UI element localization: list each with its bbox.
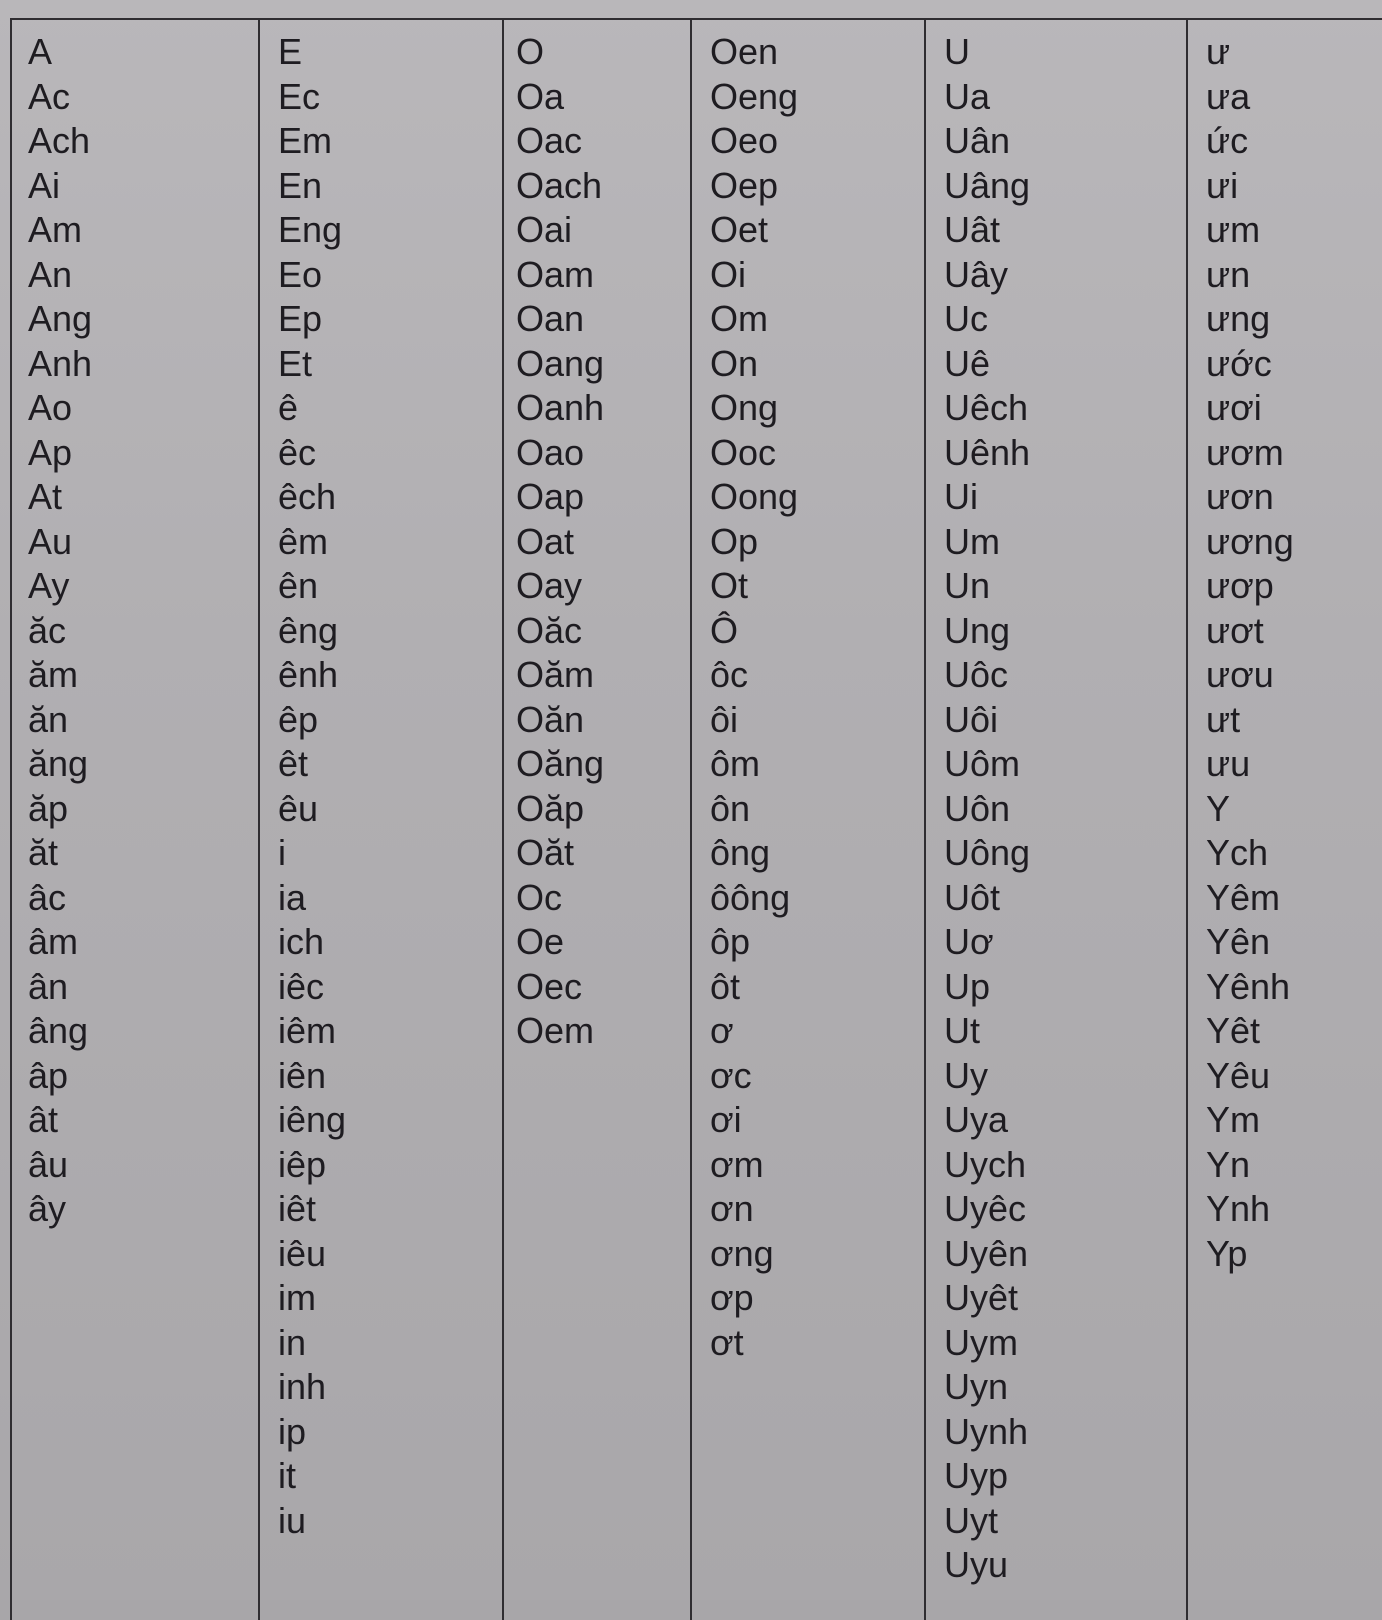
table-cell: On	[710, 342, 759, 384]
table-cell: U	[944, 31, 970, 72]
table-cell: Oao	[516, 431, 585, 473]
table-cell: Oong	[710, 476, 799, 517]
table-cell: ưn	[1206, 253, 1251, 295]
table-cell: ước	[1206, 342, 1272, 384]
table-cell: Uê	[944, 342, 991, 384]
table-cell: ôông	[710, 876, 791, 918]
table-cell: Oay	[516, 565, 583, 606]
table-cell: ơi	[710, 1099, 742, 1140]
table-cell: Eo	[278, 253, 323, 295]
table-cell: ơ	[710, 1010, 734, 1051]
table-cell: êt	[278, 743, 309, 784]
table-cell: Oanh	[516, 387, 605, 428]
table-cell: Uông	[944, 832, 1031, 873]
table-cell: ưu	[1206, 743, 1251, 784]
table-cell: âm	[28, 921, 79, 962]
table-cell: Yêt	[1206, 1010, 1261, 1051]
table-cell: Oap	[516, 476, 585, 517]
table-cell: ơn	[710, 1188, 754, 1229]
table-cell: iêc	[278, 965, 325, 1007]
table-cell: ông	[710, 832, 771, 873]
table-cell: ươm	[1206, 431, 1284, 473]
table-cell: ưt	[1206, 698, 1241, 740]
table-cell: Oe	[516, 921, 565, 962]
table-cell: ich	[278, 921, 325, 962]
table-cell: Un	[944, 565, 991, 606]
table-cell: ơm	[710, 1143, 764, 1185]
table-cell: Uych	[944, 1143, 1027, 1185]
table-cell: ia	[278, 876, 307, 918]
table-cell: ăng	[28, 743, 89, 784]
table-cell: Ach	[28, 120, 91, 161]
table-cell: Ung	[944, 609, 1011, 651]
table-cell: A	[28, 31, 53, 72]
table-cell: O	[516, 31, 545, 72]
table-cell: Oen	[710, 31, 779, 72]
table-cell: Em	[278, 120, 332, 161]
table-cell: êc	[278, 431, 317, 473]
table-cell: ăn	[28, 698, 69, 740]
table-cell: Yênh	[1206, 965, 1291, 1007]
table-cell: Oc	[516, 876, 563, 918]
table-cell: Ao	[28, 387, 73, 428]
column-uw	[1188, 20, 1382, 1620]
table-cell: ưa	[1206, 75, 1251, 117]
table-cell: Yêm	[1206, 876, 1281, 918]
table-cell: Ooc	[710, 431, 777, 473]
table-cell: ư	[1206, 31, 1231, 72]
table-cell: ê	[278, 387, 299, 428]
table-cell: ương	[1206, 520, 1294, 562]
table-cell: ăp	[28, 787, 69, 829]
table-cell: Ui	[944, 476, 978, 517]
table-cell: Uyt	[944, 1499, 998, 1541]
table-cell: Om	[710, 298, 768, 339]
column-o	[504, 20, 692, 1620]
table-cell: ôm	[710, 743, 761, 784]
table-cell: ươt	[1206, 609, 1264, 651]
table-cell: Oep	[710, 164, 779, 206]
table-cell: iên	[278, 1054, 327, 1096]
table-cell: Eng	[278, 209, 343, 250]
table-cell: Um	[944, 520, 1000, 562]
column-a	[12, 20, 260, 1620]
table-cell: ơng	[710, 1232, 774, 1274]
table-cell: Oi	[710, 253, 746, 295]
table-cell: Yêu	[1206, 1054, 1271, 1096]
table-cell: ăt	[28, 832, 59, 873]
table-cell: Ych	[1206, 832, 1269, 873]
table-cell: âc	[28, 876, 67, 918]
table-cell: ươn	[1206, 476, 1274, 517]
table-cell: En	[278, 164, 323, 206]
table-cell: inh	[278, 1366, 327, 1407]
table-cell: Oat	[516, 520, 575, 562]
table-cell: ươu	[1206, 654, 1274, 695]
table-cell: iêu	[278, 1232, 327, 1274]
column-oen	[692, 20, 926, 1620]
table-cell: Oăm	[516, 654, 595, 695]
table-cell: i	[278, 832, 286, 873]
table-cell: Oăc	[516, 609, 583, 651]
table-cell: Uynh	[944, 1410, 1029, 1452]
table-cell: ăc	[28, 609, 67, 651]
table-cell: ăm	[28, 654, 79, 695]
table-cell: Uôn	[944, 787, 1011, 829]
table-cell: Op	[710, 520, 759, 562]
table-cell: Uân	[944, 120, 1011, 161]
table-cell: Uêch	[944, 387, 1029, 428]
table-cell: Uy	[944, 1054, 988, 1096]
table-cell: iu	[278, 1499, 307, 1541]
table-cell: iêng	[278, 1099, 347, 1140]
table-cell: Yên	[1206, 921, 1271, 962]
table-cell: An	[28, 253, 73, 295]
table-cell: ơc	[710, 1054, 752, 1096]
table-cell: ât	[28, 1099, 59, 1140]
table-cell: Ong	[710, 387, 779, 428]
table-cell: Oai	[516, 209, 573, 250]
table-cell: iêt	[278, 1188, 317, 1229]
table-cell: Et	[278, 342, 313, 384]
table-cell: Ai	[28, 164, 61, 206]
table-cell: iêp	[278, 1143, 327, 1185]
table-cell: Uôi	[944, 698, 999, 740]
table-cell: ôp	[710, 921, 751, 962]
table-cell: Oăng	[516, 743, 605, 784]
table-cell: Y	[1206, 787, 1231, 829]
table-cell: ên	[278, 565, 319, 606]
table-cell: êp	[278, 698, 319, 740]
table-cell: Oa	[516, 75, 565, 117]
table-cell: Ec	[278, 75, 321, 117]
table-cell: ôc	[710, 654, 749, 695]
table-cell: ênh	[278, 654, 339, 695]
table-cell: ơp	[710, 1277, 754, 1318]
table-cell: Ac	[28, 75, 71, 117]
table-cell: êng	[278, 609, 339, 651]
table-cell: âp	[28, 1054, 69, 1096]
table-cell: ươp	[1206, 565, 1274, 606]
table-cell: Oem	[516, 1010, 595, 1051]
table-cell: Up	[944, 965, 991, 1007]
table-cell: Oac	[516, 120, 583, 161]
table-cell: Uôt	[944, 876, 1001, 918]
table-cell: êm	[278, 520, 329, 562]
table-cell: Uyp	[944, 1455, 1009, 1496]
table-cell: Oang	[516, 342, 605, 384]
table-cell: Yn	[1206, 1143, 1251, 1185]
table-cell: ây	[28, 1188, 67, 1229]
table-cell: Uya	[944, 1099, 1009, 1140]
table-cell: At	[28, 476, 63, 517]
table-cell: ưng	[1206, 298, 1271, 339]
table-cell: Oach	[516, 164, 603, 206]
table-cell: Ap	[28, 431, 73, 473]
table-cell: Uyu	[944, 1544, 1009, 1585]
table-cell: Uôc	[944, 654, 1009, 695]
table-cell: Uyn	[944, 1366, 1009, 1407]
table-cell: Ô	[710, 609, 739, 651]
table-cell: Oeng	[710, 75, 799, 117]
table-cell: ưi	[1206, 164, 1239, 206]
table-cell: Oăp	[516, 787, 585, 829]
table-cell: Oăn	[516, 698, 585, 740]
table-cell: Uyêt	[944, 1277, 1019, 1318]
table-cell: Ang	[28, 298, 93, 339]
table-cell: Uơ	[944, 921, 994, 962]
table-cell: Ynh	[1206, 1188, 1271, 1229]
table-cell: Au	[28, 520, 73, 562]
table-cell: Oet	[710, 209, 769, 250]
table-cell: âng	[28, 1010, 89, 1051]
table-cell: it	[278, 1455, 296, 1496]
table-cell: ân	[28, 965, 69, 1007]
table-cell: Uây	[944, 253, 1009, 295]
table-cell: Uym	[944, 1321, 1018, 1363]
table-cell: in	[278, 1321, 307, 1363]
table-cell: Ut	[944, 1010, 980, 1051]
table-cell: êch	[278, 476, 337, 517]
table-cell: Oeo	[710, 120, 779, 161]
table-cell: ôi	[710, 698, 739, 740]
table-cell: Uênh	[944, 431, 1031, 473]
table-cell: Ot	[710, 565, 749, 606]
table-cell: Uât	[944, 209, 1001, 250]
column-u	[926, 20, 1188, 1620]
table-cell: ôt	[710, 965, 741, 1007]
table-cell: Uc	[944, 298, 988, 339]
table-cell: ip	[278, 1410, 307, 1452]
column-e	[260, 20, 504, 1620]
table-cell: Anh	[28, 342, 93, 384]
table-cell: ôn	[710, 787, 751, 829]
table-cell: E	[278, 31, 303, 72]
table-cell: Ep	[278, 298, 323, 339]
table-cell: Uâng	[944, 164, 1031, 206]
vowel-table	[10, 18, 1382, 1620]
table-cell: im	[278, 1277, 316, 1318]
table-cell: ơt	[710, 1321, 744, 1363]
table-cell: Ym	[1206, 1099, 1260, 1140]
table-cell: Ay	[28, 565, 70, 606]
table-cell: êu	[278, 787, 319, 829]
table-cell: Ua	[944, 75, 991, 117]
table-cell: Uyêc	[944, 1188, 1027, 1229]
table-cell: Oăt	[516, 832, 575, 873]
table-cell: ức	[1206, 120, 1249, 161]
table-cell: iêm	[278, 1010, 337, 1051]
table-cell: Oec	[516, 965, 583, 1007]
table-cell: Oam	[516, 253, 595, 295]
table-cell: âu	[28, 1143, 69, 1185]
table-cell: Oan	[516, 298, 585, 339]
table-cell: Uyên	[944, 1232, 1029, 1274]
table-cell: Yp	[1206, 1232, 1248, 1274]
table-cell: ưm	[1206, 209, 1261, 250]
table-cell: Am	[28, 209, 82, 250]
table-cell: ươi	[1206, 387, 1262, 428]
table-cell: Uôm	[944, 743, 1021, 784]
